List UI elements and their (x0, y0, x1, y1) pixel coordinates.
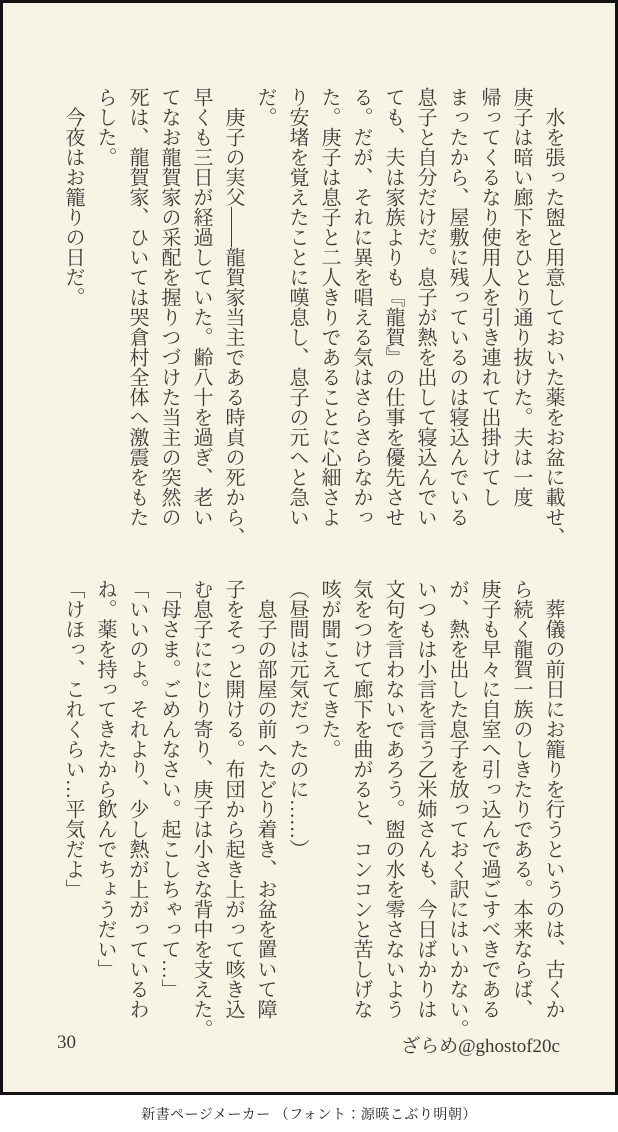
text-line: 庚子は暗い廊下をひとり通り抜けた。夫は一度 (510, 87, 532, 507)
text-line: 帰ってくるなり使用人を引き連れて出掛けてし (478, 87, 500, 507)
text-line: 「母さま。ごめんなさい。起こしちゃって…」 (158, 579, 180, 999)
generator-caption: 新書ページメーカー （フォント：源暎こぶり明朝） (141, 1107, 477, 1123)
text-line: り安堵を覚えたことに嘆息し、息子の元へと急い (286, 87, 308, 527)
text-block-bottom (57, 579, 569, 1047)
text-line: 死は、龍賀家、ひいては哭倉村全体へ激震をもた (126, 87, 148, 527)
text-line: ら続く龍賀一族のしきたりである。本来ならば、 (510, 579, 532, 1019)
text-line: 息子の部屋の前へたどり着き、お盆を置いて障 (254, 579, 276, 1019)
text-line: 息子と自分だけだ。息子が熱を出して寝込んでい (414, 87, 436, 527)
text-line: ね。薬を持ってきたから飲んでちょうだい」 (94, 579, 116, 979)
caption-strip (0, 1095, 618, 1132)
text-line: まったから、屋敷に残っているのは寝込んでいる (446, 87, 468, 527)
text-line: む息子ににじり寄り、庚子は小さな背中を支えた。 (190, 579, 212, 1039)
text-line: 庚子の実父――龍賀家当主である時貞の死から、 (222, 87, 244, 547)
text-line: 子をそっと開ける。布団から起き上がって咳き込 (222, 579, 244, 1019)
text-line: 「いいのよ。それより、少し熱が上がっているわ (126, 579, 148, 1019)
text-line: 今夜はお籠りの日だ。 (62, 87, 84, 307)
text-line: る。だが、それに異を唱える気はさらさらなかっ (350, 87, 372, 527)
text-line: 早くも三日が経過していた。齢八十を過ぎ、老い (190, 87, 212, 527)
text-line: 「けほっ、これくらい…平気だよ」 (62, 579, 84, 899)
text-block-top (57, 87, 569, 553)
text-line: 水を張った盥と用意しておいた薬をお盆に載せ、 (542, 87, 564, 547)
page-number: 30 (57, 1032, 76, 1053)
text-line: た。庚子は息子と二人きりであることに心細さよ (318, 87, 340, 527)
text-line: らした。 (94, 87, 116, 167)
text-line: いつもは小言を言う乙米姉さんも、今日ばかりは (414, 579, 436, 1019)
text-line: 咳が聞こえてきた。 (318, 579, 340, 759)
text-line: 庚子も早々に自室へ引っ込んで過ごすべきである (478, 579, 500, 1019)
text-line: てなお龍賀家の采配を握りつづけた当主の突然の (158, 87, 180, 527)
text-line: （昼間は元気だったのに……） (286, 579, 308, 859)
text-line: だ。 (254, 87, 276, 127)
text-line: 葬儀の前日にお籠りを行うというのは、古くか (542, 579, 564, 1019)
author-credit: ざらめ@ghostof20c (401, 1036, 560, 1057)
text-line: 文句を言わないであろう。盥の水を零さないよう (382, 579, 404, 1019)
text-line: ても、夫は家族よりも『龍賀』の仕事を優先させ (382, 87, 404, 527)
text-line: が、熱を出した息子を放っておく訳にはいかない。 (446, 579, 468, 1039)
text-line: 気をつけて廊下を曲がると、コンコンと苦しげな (350, 579, 372, 1019)
